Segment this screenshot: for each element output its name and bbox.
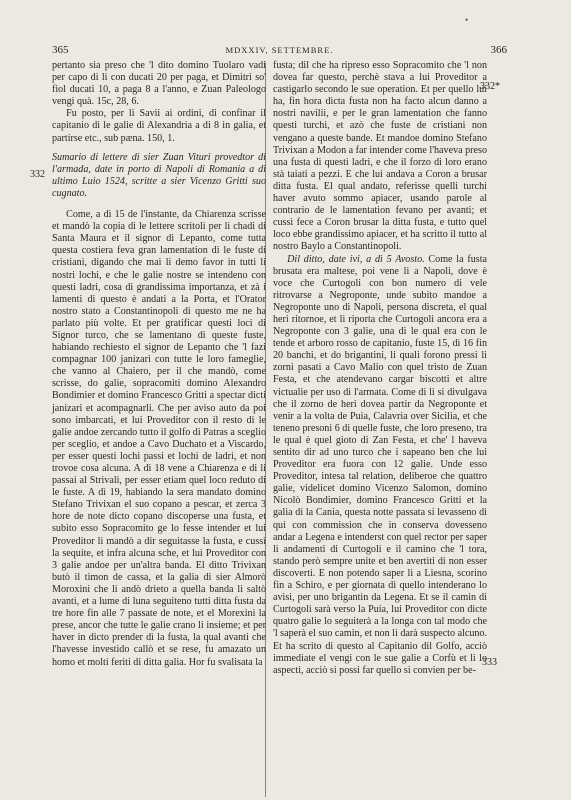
page-number-left: 365 [52, 44, 69, 56]
left-column [52, 60, 266, 669]
page-number-right: 366 [490, 44, 507, 56]
running-header [52, 44, 507, 58]
paragraph: fusta; dil che ha ripreso esso Sopracomito che 'l non dovea far questo, perchè stava a lui Proveditor a castigarlo secondo le sue operation. Et per quello lui ha, fin hora dicta fusta non ha facto alcun danno a nostri navilii, e per le gran lamentation che fanno questi turchi, et azò che fuste de cristiani non vengano a queste bande. Et mandoe domino Stefano Trivixan a Modon a far intender come l'haveva preso una fusta di questi ladri, e che il forzo di loro erano stà taiati a pezzi. E che lui andava a Coron a brusar ditta fusta. El qual andato, referisse quelli turchi haver avuto sommo apiacer, usando parole al contrario de le lamentation fevano per avanti; et cussì fece a Coron brusar la ditta fusta, e tutto quel loco ebbe grandissimo apiacer, et ha scritto il tutto al nostro Baylo a Constantinopoli. [273, 60, 487, 253]
section-heading: Sumario di lettere di sier Zuan Vituri provedtor di l'armada, date in porto di Napoli di Romania a dì ultimo Luio 1524, scritte a sier Vicenzo Gritti suo cugnato. [52, 151, 266, 199]
dateline: Dil ditto, date ivi, a dì 5 Avosto. [287, 253, 425, 265]
paragraph: Come, a dì 15 de l'instante, da Chiarenza scrisse et mandò la copia di le lettere scritoli per li chadi di Santa Maura et il signor di Lepanto, come tutta questa costiera feva gran lamentation di le fuste di cristiani, digando che mai li demo favor in tutti li nostri lochi, e che le galie nostre se intendeno con questi ladri, cosa di grandissima importanza, et zà i lamenti di questo è andati a la Porta, et l'Orator nostro stato a Constantinopoli di questo me ne ha parlato più volte. Et per gratificar questi loci di Signor turco, che se lamentano di queste fuste, habiando rechiesto el signor de Lepanto che 'l fazi compagnar 100 janizari con tutte le loro fameglie, che vanno al Chaiero, per il che mandò, come scrisse, do galie, sopracomiti domino Alexandro Bondimier et domino Francesco Gritti a spectar dicti janizari et acompagnarli. Che per aviso auto da poi sono imbarcati, et lui Proveditor con il resto di le galie andoe zercando tutto il golfo di Patras a sceglio per sceglio, et andoe a Cavo Duchato et a Viscardo, per esser questi lochi passi et lochi de ladri, et non trovoe cosa alcuna. A dì 18 vene a Chiarenza e di li passai al Strivali, per esser etiam quel loco reduto di le fuste. A dì 19, habiando la sera mandato domino Stefano Trivixan el suo copano a pescar, et zerca 3 hore de note dicto copano discoperse una fusta, et subito esso Sopracomito ge lo fesse intender et lui Proveditor li mandò a dir seguitasse la fusta, e cussì la sequite, et infra alcuna sche, et lui Proveditor con 3 galie andoe per un'altra banda. El ditto Trivixan butò il timon de cassa, et la galia di sier Almorò Moroxini che li andò drieto a quella banda li saltò avanti, et a lume di luna seguiteno tutti ditta fusta da tre hore fin alle 7 passate de note, et el Morexini la prese, ancor che tutte le galie crano li insieme; et per haver in dicto prender dì la fusta, la qual avanti che l'havesse investido callò et se rese, fu amazato un homo et molti feriti di ditta galia. Hor fu svalisata la [52, 209, 266, 668]
right-column [273, 60, 487, 677]
paragraph [273, 254, 487, 677]
paragraph: pertanto sia preso che 'l dito domino Tuolaro vadi per capo di li con ducati 20 per paga, et Dimitri so' fiol ducati 10, a paga 8 a l'anno, e Zuan Paleologo vengi quà. 15c, 28, 6. [52, 60, 266, 108]
running-title: MDXXIV, SETTEMBRE. [225, 45, 334, 55]
margin-number-left: 332 [30, 169, 45, 180]
margin-number-right-top: 332* [480, 81, 500, 92]
print-speck: • [465, 15, 469, 25]
margin-number-right-bottom: 333 [482, 657, 497, 668]
paragraph: Fu posto, per li Savii ai ordini, di confinar il capitanio di le galie di Alexandria a di 8 in galia, et partirse etc., sub pæna. 150, 1. [52, 108, 266, 144]
paragraph-body: Come la fusta brusata era maltese, poi vene li a Napoli, dove è voce che Curtogoli con bon numero di vele ritrovarse a Negroponte, unde subito mandoe a Negroponte uno di Napoli, persona discreta, el qual heri ritornoe, et li riporta che Curtogoli ancora era a Negroponte con 3 galie, una di le qual era con le tende et arboro rosso de capitanio, fuste 15, di 16 fin 20 banchi, et do brigantini, li quali forono pressi li zorni pasati a Cavo Malio con quel tristo de Zuan Festa, et che atendevano cargar biscotti et altre victualie per uso di l'armata. Come di li si divulgava che il zorno de heri dovea partir da Negroponte et venir a la volta de Puia, Calavria over Sicilia, et che teneno presoni 6 di quelle fuste, che loro preseno, tra le qual è quel gioto di Zan Festa, et che' l haveva sentito dir ad uno turco che i sapeano ben che lui Proveditor era fuora con 12 galie. Unde esso Proveditor, intesa tal relation, deliberoe che quattro galie, videlicet domino Vicenzo Salomon, domino Nicolò Bondimier, domino Francesco Gritti et la galia di la Cania, questa notte passata si levasseno di qui con commission che in conserva dovesseno andar a Legena e intenderst con quel rector per saper li andamenti di Curtogoli e il camino che 'l tora, stando però sempre unite et ben avertiti di non esser discoverti. E non potendo saper li a Liesna, scorino fin a Schiro, e per giornata di quello intenderano lo avisi, per uno brigantin da Legena. Et se il camin di Curtogoli sarà verso la Puia, lui Proveditor con dicte quatro galie lo seguiterà a la longa con tal modo che 'l saperà el suo camin, et non li darà suspecto alcuno. Et ha scrito di questo al Capitanio dil Golfo, acciò immediate el vengi con le sue galie a Corfù et li lo aspecti, acciò si possi far quello si convien per be- [273, 253, 487, 676]
